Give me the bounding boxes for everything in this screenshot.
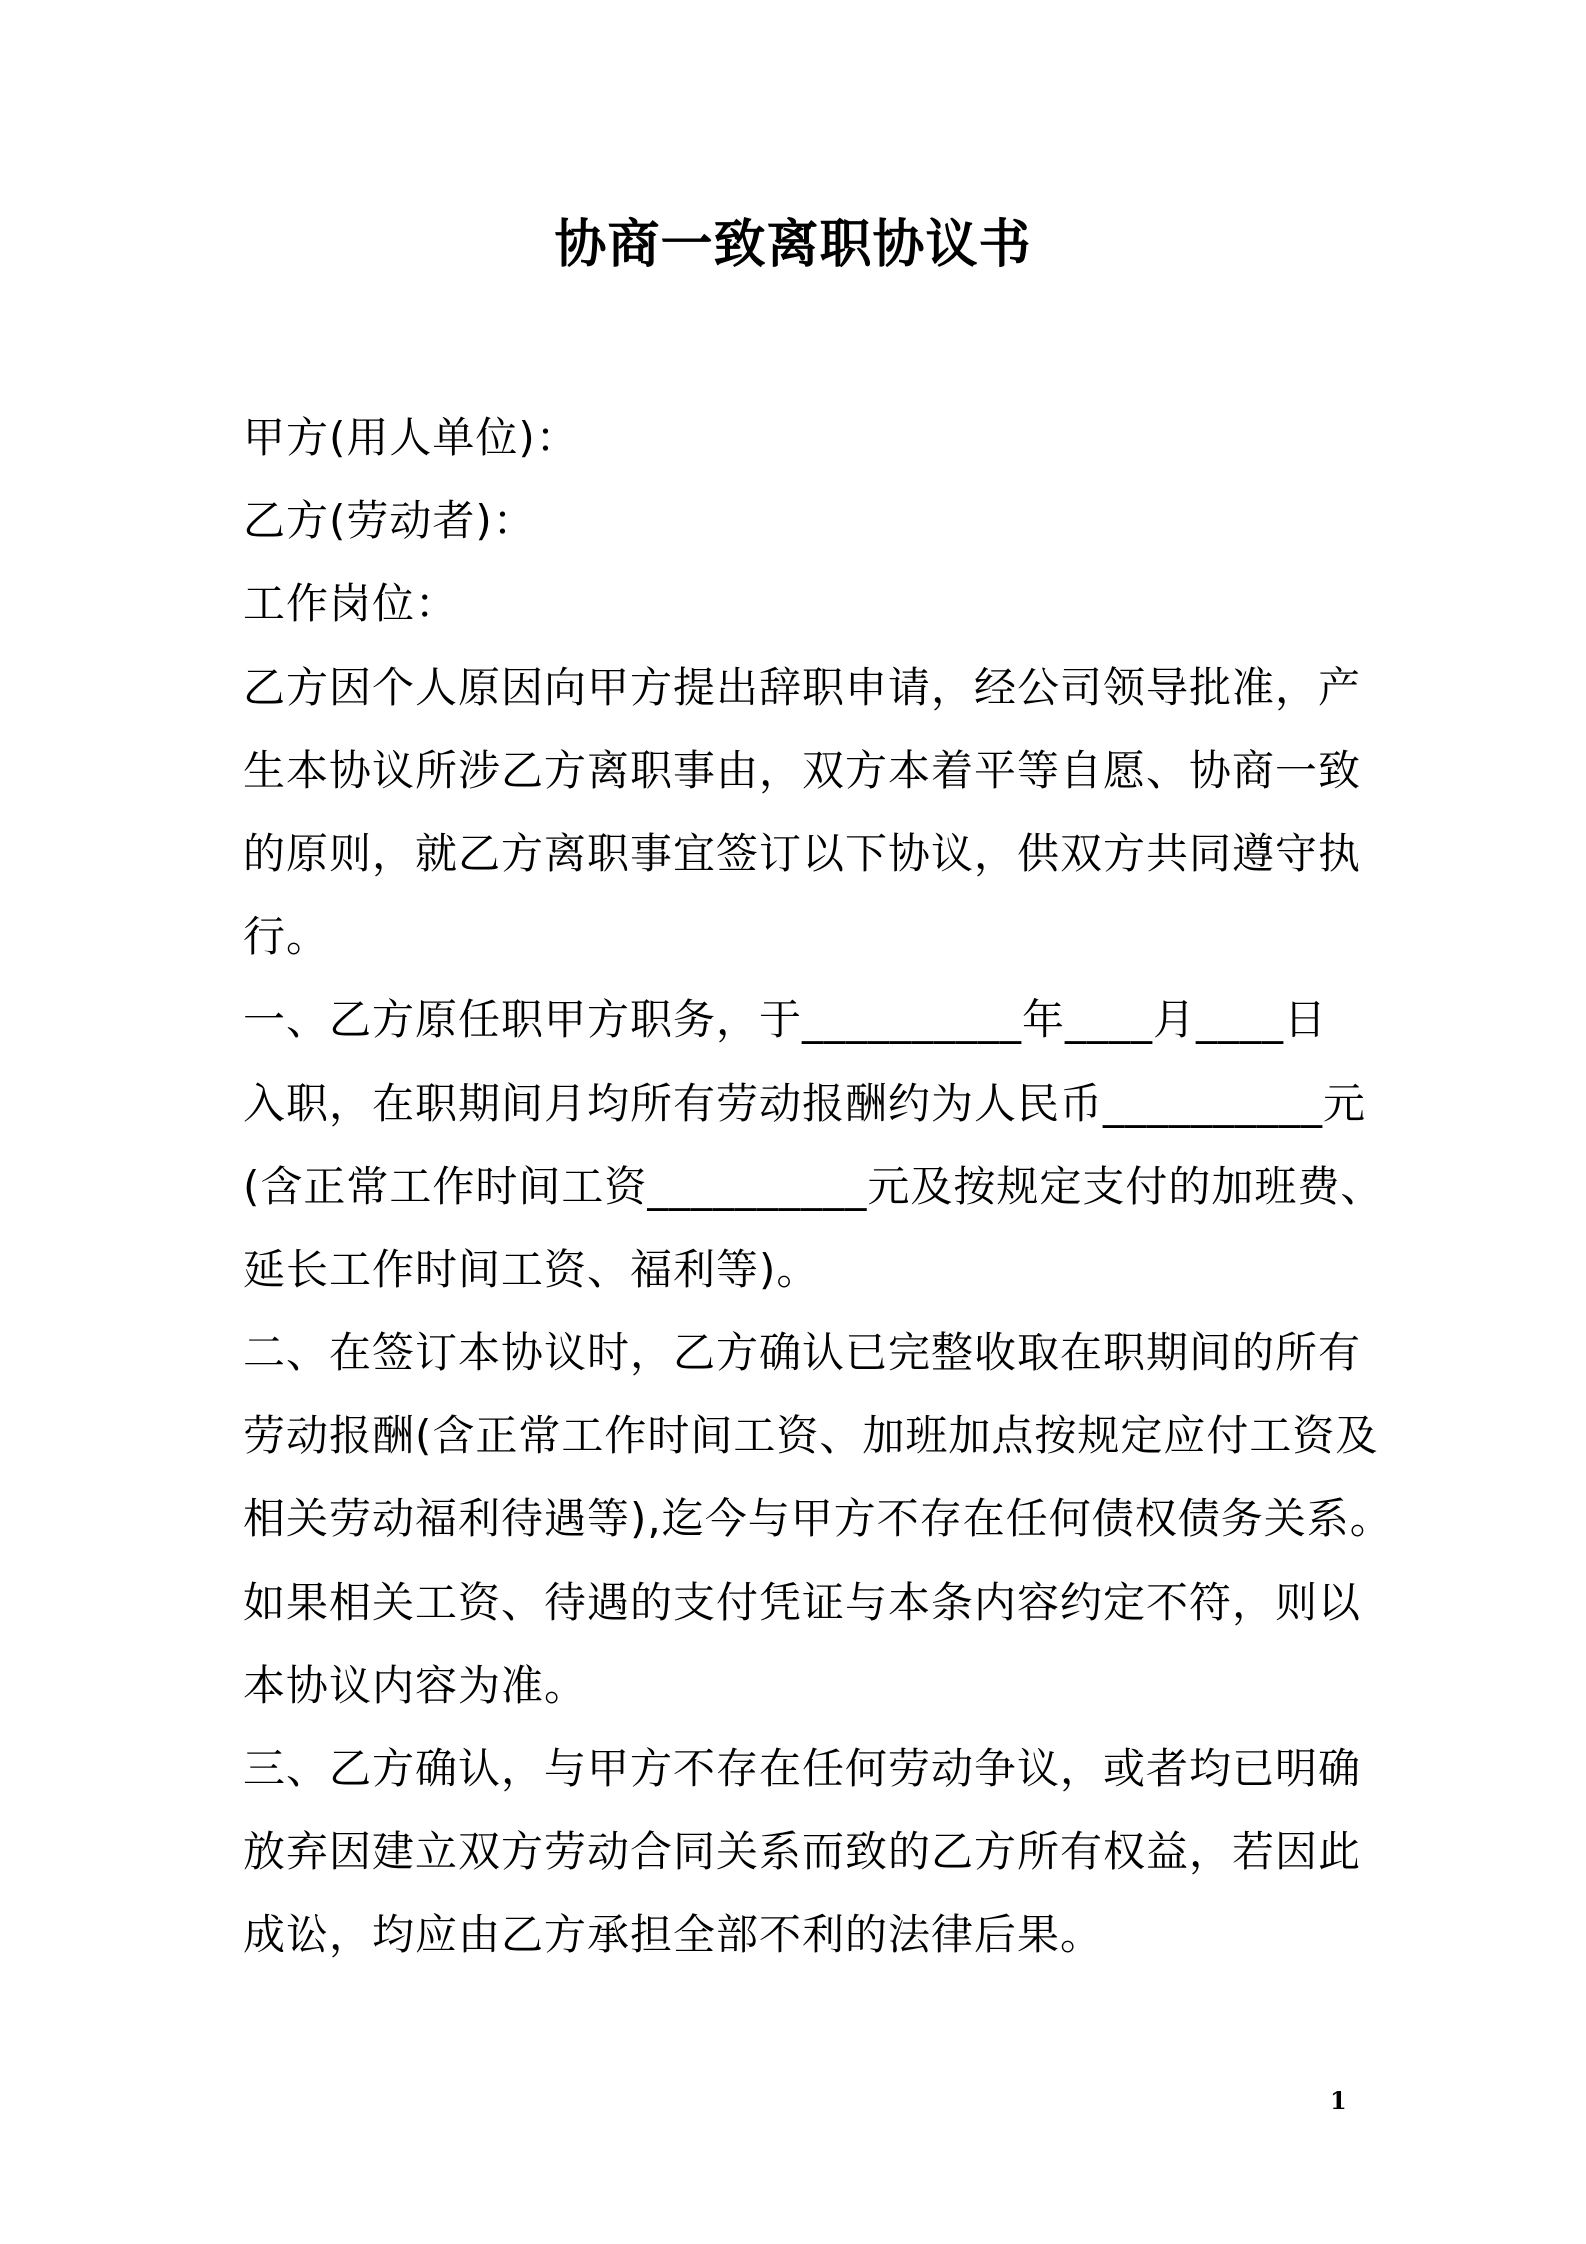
party-b-line: 乙方(劳动者)： — [243, 496, 536, 546]
intro-paragraph-line-3: 的原则，就乙方离职事宜签订以下协议，供双方共同遵守执 — [243, 828, 1362, 878]
document-body — [243, 396, 1393, 1977]
intro-paragraph-line-1: 乙方因个人原因向甲方提出辞职申请，经公司领导批准，产 — [243, 662, 1362, 712]
clause-3-line-1: 三、乙方确认，与甲方不存在任何劳动争议，或者均已明确 — [243, 1744, 1362, 1793]
page-number: 1 — [1330, 2086, 1347, 2115]
clause-3-line-2: 放弃因建立双方劳动合同关系而致的乙方所有权益，若因此 — [243, 1827, 1362, 1877]
clause-1-line-1: 一、乙方原任职甲方职务，于__________年____月____日 — [243, 995, 1328, 1045]
clause-2-line-2: 劳动报酬(含正常工作时间工资、加班加点按规定应付工资及 — [243, 1411, 1379, 1461]
clause-1-line-4: 延长工作时间工资、福利等)。 — [243, 1244, 820, 1294]
clause-1-line-2: 入职，在职期间月均所有劳动报酬约为人民币__________元 — [243, 1078, 1367, 1128]
clause-2-line-1: 二、在签订本协议时，乙方确认已完整收取在职期间的所有 — [243, 1328, 1362, 1378]
clause-3-line-3: 成讼，均应由乙方承担全部不利的法律后果。 — [243, 1910, 1104, 1960]
clause-2-line-4: 如果相关工资、待遇的支付凭证与本条内容约定不符，则以 — [243, 1577, 1362, 1627]
intro-paragraph-line-2: 生本协议所涉乙方离职事由，双方本着平等自愿、协商一致 — [243, 745, 1362, 795]
job-position-line: 工作岗位： — [243, 579, 459, 629]
intro-paragraph-line-4: 行。 — [243, 912, 330, 962]
clause-2-line-3: 相关劳动福利待遇等),迄今与甲方不存在任何债权债务关系。 — [243, 1494, 1393, 1544]
document-title: 协商一致离职协议书 — [554, 215, 1032, 275]
clause-2-line-5: 本协议内容为准。 — [243, 1660, 588, 1710]
party-a-line: 甲方(用人单位)： — [243, 413, 579, 462]
clause-1-line-3: (含正常工作时间工资__________元及按规定支付的加班费、 — [243, 1161, 1384, 1211]
